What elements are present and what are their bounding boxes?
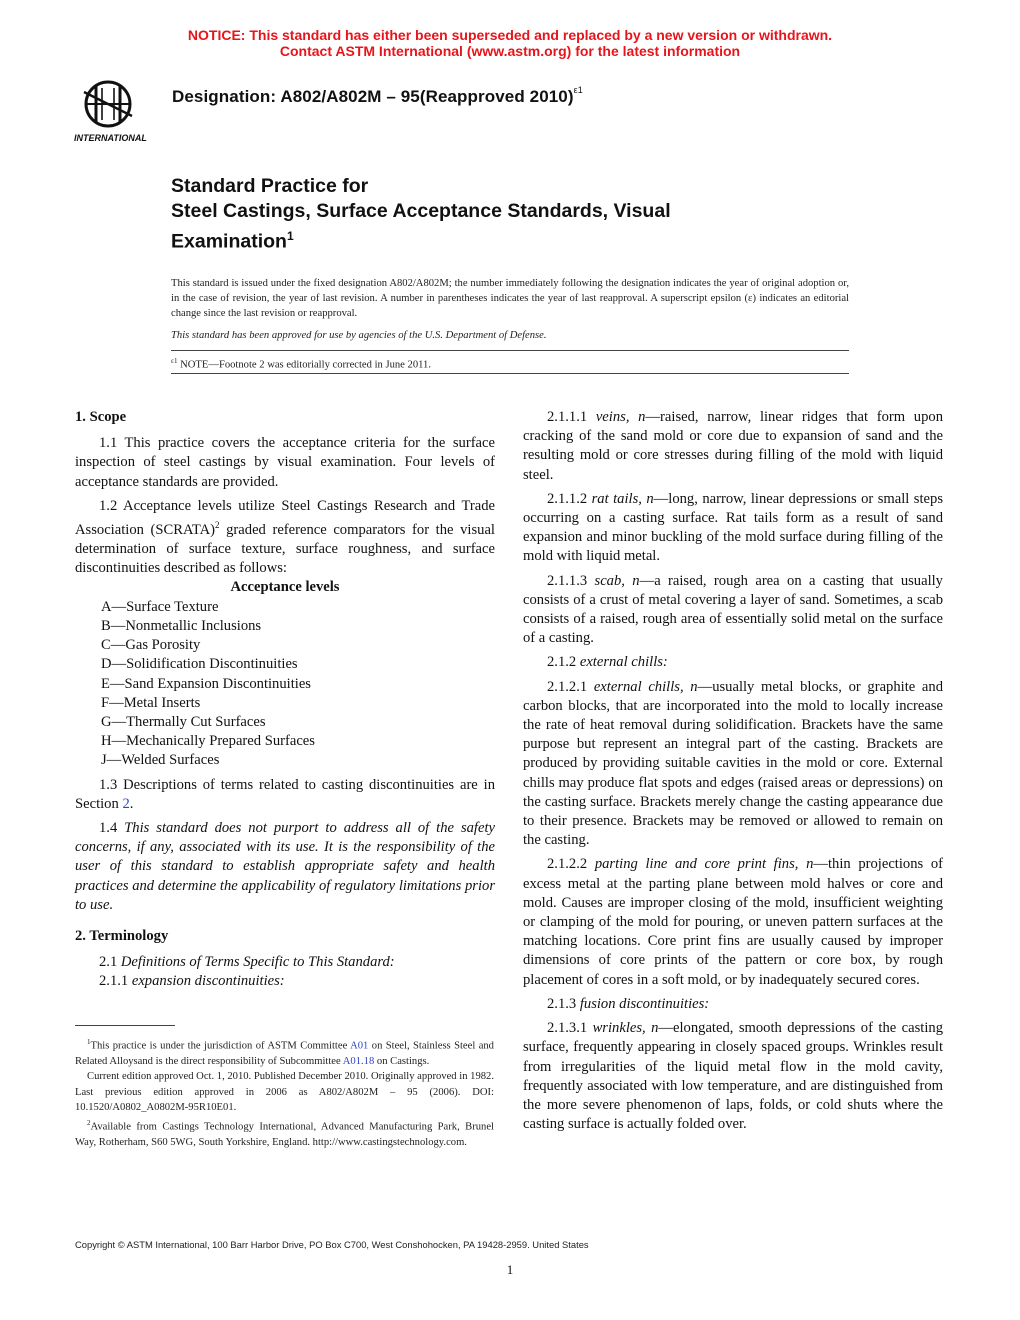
paragraph-2-1-2-2 xyxy=(523,855,943,989)
p1-4-number: 1.4 xyxy=(99,819,125,836)
footnote-2-marker: 2 xyxy=(87,1118,91,1127)
paragraph-1-2 xyxy=(75,497,495,579)
external-chills-def-number: 2.1.2.1 xyxy=(547,678,594,695)
list-item: A—Surface Texture xyxy=(101,598,219,615)
external-chills-definition: —usually metal blocks, or graphite and carbon blocks, that are incorporated into the mold to locally increase the rate of heat removal during solidification. Brackets have the same purpose but represent an integral part of the casting. Brackets are produced by providing suitable cavities in the mold or core. External chills may produce flat spots and edges (raised areas or depressions) on the casting surface. Brackets merely change the casting appearance due to their presence. Brackets may be removed or allowed to remain on the casting. xyxy=(523,678,943,849)
paragraph-2-1-1-2 xyxy=(523,490,943,567)
paragraph-2-1-3-1 xyxy=(523,1019,943,1134)
acceptance-levels-heading: Acceptance levels xyxy=(230,579,340,596)
wrinkles-number: 2.1.3.1 xyxy=(547,1020,593,1037)
acceptance-levels-list xyxy=(75,598,495,771)
wrinkles-definition: —elongated, smooth depressions of the casting surface, frequently appearing in closely spaced groups. Wrinkles result from irregularities of the liquid metal flow in the mold cavity, frequently associated with low temperature, and are distinguished from the more severe phenomenon of laps, folds, or cold shuts where the casting surface is actually folded over. xyxy=(523,1020,943,1133)
paragraph-2-1-2 xyxy=(523,653,943,672)
astm-logo-icon xyxy=(72,74,162,146)
veins-term: veins, n xyxy=(595,409,646,425)
paragraph-2-1-1 xyxy=(75,972,495,991)
list-item: E—Sand Expansion Discontinuities xyxy=(101,675,311,692)
list-item: J—Welded Surfaces xyxy=(101,752,220,769)
footnote-divider xyxy=(75,1025,175,1026)
list-item: D—Solidification Discontinuities xyxy=(101,656,298,673)
scab-term: scab, n xyxy=(594,572,640,589)
page-number: 1 xyxy=(506,1262,514,1277)
list-item: H—Mechanically Prepared Surfaces xyxy=(101,733,315,750)
p2-1-1-number: 2.1.1 xyxy=(99,973,132,990)
editorial-note-text: NOTE—Footnote 2 was editorially corrected in June 2011. xyxy=(180,359,431,371)
copyright-notice: Copyright © ASTM International, 100 Barr Harbor Drive, PO Box C700, West Conshohocken, PA 19428-2959. United States xyxy=(75,1239,589,1250)
paragraph-2-1-1-1 xyxy=(523,408,943,485)
p2-1-1-text: expansion discontinuities: xyxy=(131,973,285,990)
section-heading-terminology: 2. Terminology xyxy=(75,927,169,944)
paragraph-1-3 xyxy=(75,776,495,814)
notice-line-2: Contact ASTM International (www.astm.org) for the latest information xyxy=(279,43,741,59)
list-item: B—Nonmetallic Inclusions xyxy=(101,617,262,634)
p1-2-text-a: 1.2 Acceptance levels utilize Steel Castings Research and Trade Association (SCRATA) xyxy=(75,497,495,538)
paragraph-2-1-2-1 xyxy=(523,678,943,851)
paragraph-1-4 xyxy=(75,819,495,915)
veins-definition: —raised, narrow, linear ridges that form upon cracking of the sand mold or core due to expansion of sand and the resulting mold or core stresses during filling of the mold with liquid steel. xyxy=(523,409,943,483)
right-column xyxy=(523,408,943,1139)
paragraph-2-1 xyxy=(75,953,495,972)
footnote-1-marker: 1 xyxy=(87,1038,91,1046)
p1-2-text-b: graded reference comparators for the visual determination of surface texture, surface roughness, and surface discontinuities described as follows: xyxy=(75,521,495,577)
notice-line-1: NOTICE: This standard has either been superseded and replaced by a new version or withdrawn. xyxy=(187,27,833,43)
divider xyxy=(171,373,849,374)
parting-line-term: parting line and core print fins, n xyxy=(594,856,814,873)
footnote-1-text-b: on Steel, Stainless Steel and Related Alloysand is the direct responsibility of Subcommittee xyxy=(75,1040,494,1067)
withdrawal-notice xyxy=(0,27,1020,59)
veins-number: 2.1.1.1 xyxy=(547,409,596,425)
dod-approval: This standard has been approved for use by agencies of the U.S. Department of Defense. xyxy=(171,330,547,341)
wrinkles-term: wrinkles, n xyxy=(592,1020,659,1037)
scab-definition: —a raised, rough area on a casting that usually consists of a crust of metal covering a layer of sand. Sometimes, a scab consists of a raised, rough area of essentially solid metal on the surface of a casting. xyxy=(523,572,943,647)
fusion-heading: fusion discontinuities: xyxy=(579,995,710,1012)
left-column xyxy=(75,408,495,997)
committee-a01-link[interactable]: A01 xyxy=(350,1040,369,1052)
parting-line-definition: —thin projections of excess metal at the parting plane between mold halves or core and mold. Causes are improper closing of the mold, insufficient weighting or clamping of the mold for pouring, or uneven pattern surfaces at the matching locations. Core print fins are usually caused by improper dimensions of core prints of the pattern or core box, by rough placement of cores in a soft mold, or by inadequately secured cores. xyxy=(523,856,944,988)
external-chills-heading: external chills: xyxy=(579,654,668,671)
footnote-2-text: Available from Castings Technology International, Advanced Manufacturing Park, Brunel Way, Rotherham, S60 5WG, South Yorkshire, England. http://www.castingstechnology.com. xyxy=(75,1121,494,1148)
p1-4-text: This standard does not purport to address all of the safety concerns, if any, associated with its use. It is the responsibility of the user of this standard to establish appropriate safety and health practices and determine the applicability of regulatory limitations prior to use. xyxy=(75,819,495,913)
p2-1-number: 2.1 xyxy=(99,954,121,971)
document-title xyxy=(171,174,891,255)
list-item: G—Thermally Cut Surfaces xyxy=(101,713,266,730)
title-line-2: Steel Castings, Surface Acceptance Standards, Visual xyxy=(171,200,671,222)
footnotes xyxy=(75,1035,494,1150)
preamble: This standard is issued under the fixed designation A802/A802M; the number immediately following the designation indicates the year of original adoption or, in the case of revision, the year of last revision. A number in parentheses indicates the year of last reapproval. A superscript epsilon (ε) indicates an editorial change since the last revision or reapproval. xyxy=(171,278,849,319)
scab-number: 2.1.1.3 xyxy=(547,572,595,589)
footnote-1-text-a: This practice is under the jurisdiction of ASTM Committee xyxy=(90,1040,351,1052)
divider xyxy=(171,350,849,351)
fusion-number: 2.1.3 xyxy=(547,995,580,1012)
rat-tails-term: rat tails, n xyxy=(591,490,654,507)
p1-3-text: 1.3 Descriptions of terms related to casting discontinuities are in Section xyxy=(75,776,495,812)
astm-logo xyxy=(72,74,162,146)
footnote-1-edition: Current edition approved Oct. 1, 2010. Published December 2010. Originally approved in 1982. Last previous edition approved in 2006 as A802/A802M – 95 (2006). DOI: 10.1520/A0802_A0802M-95R10E01. xyxy=(75,1071,494,1114)
footnote-2 xyxy=(75,1116,494,1150)
footnote-1-text-c: on Castings. xyxy=(374,1055,430,1067)
section-heading-scope: 1. Scope xyxy=(75,409,127,425)
title-line-1: Standard Practice for xyxy=(171,175,369,197)
parting-line-number: 2.1.2.2 xyxy=(547,856,595,873)
editorial-note xyxy=(171,357,431,371)
paragraph-2-1-1-3 xyxy=(523,572,943,649)
external-chills-term: external chills, n xyxy=(593,678,698,695)
list-item: F—Metal Inserts xyxy=(101,694,201,711)
title-line-3: Examination xyxy=(171,230,287,253)
rat-tails-number: 2.1.1.2 xyxy=(547,490,592,507)
editorial-epsilon: ε1 xyxy=(171,357,178,365)
logo-org-text: INTERNATIONAL xyxy=(74,133,147,143)
rat-tails-definition: —long, narrow, linear depressions or small steps occurring on a casting surface. Rat tails form as a result of sand expansion and minor buckling of the mold surface during filling of the mold with liquid metal. xyxy=(523,490,943,565)
section-2-link[interactable]: 2 xyxy=(122,795,130,812)
title-footnote-ref: 1 xyxy=(286,229,294,243)
p2-1-text: Definitions of Terms Specific to This Standard: xyxy=(120,954,395,971)
paragraph-2-1-3 xyxy=(523,995,943,1014)
external-chills-number: 2.1.2 xyxy=(547,654,580,671)
designation-text: Designation: A802/A802M – 95(Reapproved 2010) xyxy=(172,87,574,106)
p1-3-end: . xyxy=(129,795,134,812)
subcommittee-a01-18-link[interactable]: A01.18 xyxy=(342,1055,375,1067)
designation-epsilon: ε1 xyxy=(573,85,583,96)
designation xyxy=(172,87,583,107)
footnote-1 xyxy=(75,1035,494,1069)
paragraph-1-1: 1.1 This practice covers the acceptance criteria for the surface inspection of steel castings by visual examination. Four levels of acceptance standards are provided. xyxy=(75,435,495,490)
list-item: C—Gas Porosity xyxy=(101,637,201,654)
footnote-ref-2: 2 xyxy=(215,520,220,531)
